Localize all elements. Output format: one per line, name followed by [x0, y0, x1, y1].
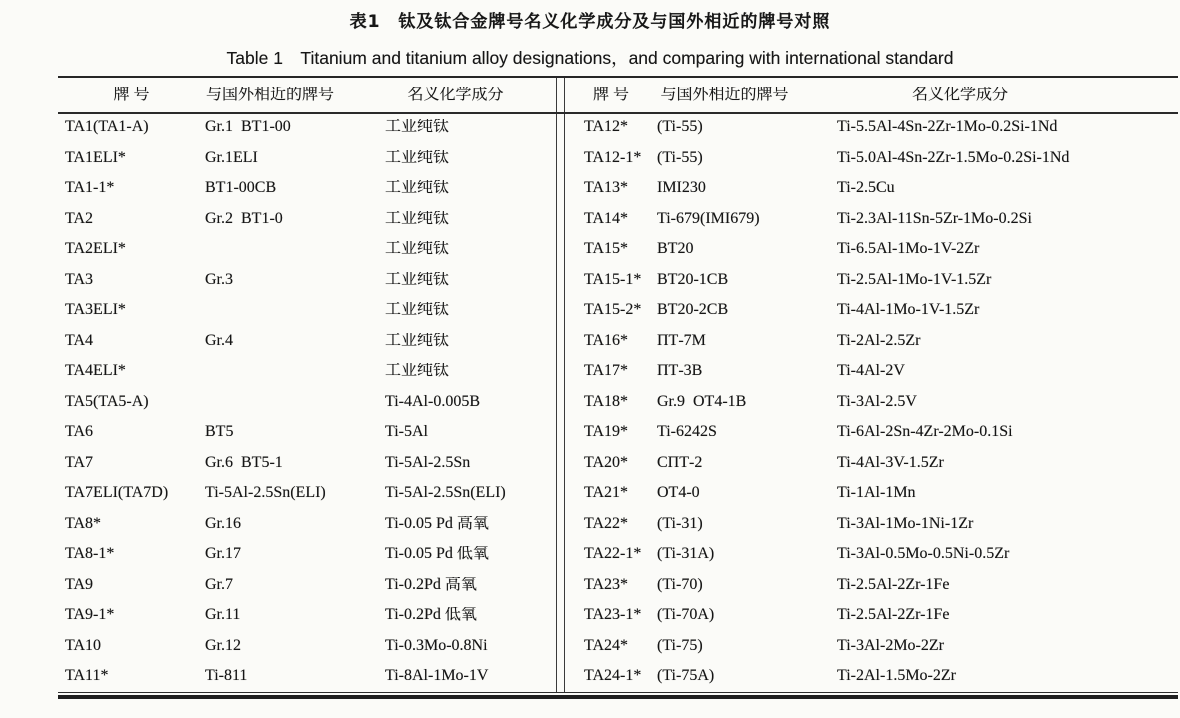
cell-composition: Ti-2.5Al-1Mo-1V-1.5Zr: [837, 271, 992, 288]
alloy-designation-table: [58, 76, 1178, 699]
cell-foreign-designation: BT20-2CB: [657, 302, 729, 319]
cell-composition: Ti-2Al-1.5Mo-2Zr: [837, 668, 956, 685]
cell-composition: Ti-2.3Al-11Sn-5Zr-1Mo-0.2Si: [837, 210, 1032, 227]
table-row: [565, 295, 1178, 326]
table-row: [565, 570, 1178, 601]
table-row: [58, 600, 556, 631]
table-row: [565, 631, 1178, 662]
cell-designation: TA7: [65, 454, 94, 471]
cell-composition: 工业纯钛: [385, 363, 450, 380]
cell-composition: Ti-2.5Al-2Zr-1Fe: [837, 576, 950, 593]
cell-foreign-designation: (Ti-55): [657, 119, 703, 136]
cell-designation: TA18*: [584, 393, 629, 410]
table-row: [58, 417, 556, 448]
cell-designation: TA19*: [584, 424, 629, 441]
cell-composition: Ti-8Al-1Mo-1V: [385, 668, 489, 685]
cell-composition: 工业纯钛: [385, 149, 450, 166]
table-row: [565, 112, 1178, 143]
cell-foreign-designation: BT20-1CB: [657, 271, 729, 288]
cell-designation: TA2: [65, 210, 94, 227]
cell-composition: Ti-5Al-2.5Sn: [385, 454, 471, 471]
table-row: [58, 387, 556, 418]
column-header-foreign-designation: 与国外相近的牌号: [660, 87, 789, 103]
cell-composition: Ti-0.2Pd 高氧: [385, 576, 477, 593]
cell-designation: TA20*: [584, 454, 629, 471]
cell-designation: TA14*: [584, 210, 629, 227]
cell-composition: Ti-6.5Al-1Mo-1V-2Zr: [837, 241, 980, 258]
cell-composition: Ti-3Al-1Mo-1Ni-1Zr: [837, 515, 974, 532]
cell-foreign-designation: Gr.2 BT1-0: [205, 210, 283, 227]
table-column-divider: [556, 78, 565, 692]
header-rule: [58, 112, 1178, 114]
table-row: [565, 539, 1178, 570]
cell-designation: TA3: [65, 271, 94, 288]
cell-foreign-designation: Ti-5Al-2.5Sn(ELI): [205, 485, 326, 502]
cell-designation: TA22-1*: [584, 546, 642, 563]
cell-composition: Ti-1Al-1Mn: [837, 485, 916, 502]
cell-designation: TA7ELI(TA7D): [65, 485, 169, 502]
table-row: [565, 204, 1178, 235]
table-row: [58, 661, 556, 692]
cell-composition: Ti-4Al-3V-1.5Zr: [837, 454, 944, 471]
cell-composition: Ti-0.05 Pd 低氧: [385, 546, 489, 563]
cell-designation: TA11*: [65, 668, 109, 685]
table-row: [565, 143, 1178, 174]
cell-designation: TA3ELI*: [65, 302, 126, 319]
cell-designation: TA15*: [584, 241, 629, 258]
table-row: [58, 539, 556, 570]
cell-designation: TA23*: [584, 576, 629, 593]
table-title-chinese: 表1 钛及钛合金牌号名义化学成分及与国外相近的牌号对照: [349, 12, 831, 32]
cell-foreign-designation: OT4-0: [657, 485, 700, 502]
cell-composition: Ti-2.5Al-2Zr-1Fe: [837, 607, 950, 624]
cell-foreign-designation: Gr.4: [205, 332, 233, 349]
cell-composition: Ti-0.2Pd 低氧: [385, 607, 477, 624]
table-header-row: [565, 78, 1178, 112]
cell-foreign-designation: Gr.9 OT4-1B: [657, 393, 747, 410]
table-right-rows: [565, 112, 1178, 692]
cell-designation: TA9-1*: [65, 607, 115, 624]
table-title-english: Table 1 Titanium and titanium alloy designations，and comparing with international standard: [226, 48, 954, 68]
cell-foreign-designation: (Ti-75A): [657, 668, 715, 685]
table-body: [58, 76, 1178, 693]
cell-composition: Ti-4Al-2V: [837, 363, 905, 380]
table-row: [58, 570, 556, 601]
cell-designation: TA2ELI*: [65, 241, 126, 258]
table-row: [58, 509, 556, 540]
column-header-composition: 名义化学成分: [911, 87, 1008, 103]
cell-foreign-designation: Gr.16: [205, 515, 241, 532]
cell-composition: Ti-0.3Mo-0.8Ni: [385, 637, 488, 654]
cell-designation: TA15-2*: [584, 302, 642, 319]
cell-designation: TA23-1*: [584, 607, 642, 624]
cell-designation: TA10: [65, 637, 102, 654]
column-header-designation: 牌 号: [113, 87, 150, 103]
cell-designation: TA4: [65, 332, 94, 349]
cell-composition: Ti-5.0Al-4Sn-2Zr-1.5Mo-0.2Si-1Nd: [837, 149, 1070, 166]
cell-composition: 工业纯钛: [385, 332, 450, 349]
cell-foreign-designation: ПТ-7M: [657, 332, 706, 349]
cell-composition: 工业纯钛: [385, 210, 450, 227]
cell-designation: TA16*: [584, 332, 629, 349]
column-header-designation: 牌 号: [592, 87, 629, 103]
table-row: [58, 295, 556, 326]
table-row: [565, 265, 1178, 296]
cell-foreign-designation: Gr.3: [205, 271, 233, 288]
cell-composition: Ti-3Al-2Mo-2Zr: [837, 637, 944, 654]
cell-foreign-designation: (Ti-70): [657, 576, 703, 593]
cell-designation: TA24*: [584, 637, 629, 654]
cell-designation: TA1ELI*: [65, 149, 126, 166]
cell-composition: 工业纯钛: [385, 271, 450, 288]
cell-foreign-designation: IMI230: [657, 180, 706, 197]
cell-composition: 工业纯钛: [385, 241, 450, 258]
cell-foreign-designation: Ti-6242S: [657, 424, 717, 441]
table-row: [565, 173, 1178, 204]
cell-foreign-designation: BT5: [205, 424, 234, 441]
cell-foreign-designation: (Ti-75): [657, 637, 703, 654]
cell-composition: Ti-0.05 Pd 高氧: [385, 515, 489, 532]
cell-foreign-designation: Gr.12: [205, 637, 241, 654]
table-row: [58, 143, 556, 174]
table-row: [58, 631, 556, 662]
cell-designation: TA22*: [584, 515, 629, 532]
cell-foreign-designation: Gr.11: [205, 607, 241, 624]
cell-composition: Ti-3Al-2.5V: [837, 393, 917, 410]
cell-composition: Ti-2.5Cu: [837, 180, 895, 197]
table-bottom-rule: [58, 695, 1178, 699]
column-header-foreign-designation: 与国外相近的牌号: [205, 87, 334, 103]
table-row: [58, 112, 556, 143]
cell-designation: TA9: [65, 576, 94, 593]
table-row: [565, 448, 1178, 479]
cell-designation: TA17*: [584, 363, 629, 380]
cell-designation: TA5(TA5-A): [65, 393, 149, 410]
cell-foreign-designation: Ti-679(IMI679): [657, 210, 760, 227]
table-row: [565, 661, 1178, 692]
table-row: [565, 417, 1178, 448]
cell-designation: TA8-1*: [65, 546, 115, 563]
cell-composition: Ti-2Al-2.5Zr: [837, 332, 921, 349]
cell-composition: 工业纯钛: [385, 302, 450, 319]
cell-designation: TA15-1*: [584, 271, 642, 288]
cell-foreign-designation: Gr.17: [205, 546, 241, 563]
cell-designation: TA12-1*: [584, 149, 642, 166]
column-header-composition: 名义化学成分: [407, 87, 504, 103]
cell-composition: Ti-5Al-2.5Sn(ELI): [385, 485, 506, 502]
table-row: [58, 204, 556, 235]
table-row: [565, 478, 1178, 509]
cell-foreign-designation: Ti-811: [205, 668, 248, 685]
table-row: [58, 448, 556, 479]
table-left-rows: [58, 112, 556, 692]
cell-foreign-designation: BT20: [657, 241, 694, 258]
cell-designation: TA6: [65, 424, 94, 441]
cell-designation: TA13*: [584, 180, 629, 197]
table-row: [565, 356, 1178, 387]
table-header-row: [58, 78, 556, 112]
table-row: [565, 326, 1178, 357]
cell-foreign-designation: (Ti-70A): [657, 607, 715, 624]
cell-composition: Ti-6Al-2Sn-4Zr-2Mo-0.1Si: [837, 424, 1013, 441]
table-row: [565, 509, 1178, 540]
cell-foreign-designation: ПТ-3B: [657, 363, 703, 380]
cell-composition: Ti-3Al-0.5Mo-0.5Ni-0.5Zr: [837, 546, 1010, 563]
cell-foreign-designation: (Ti-31A): [657, 546, 715, 563]
table-row: [58, 265, 556, 296]
cell-designation: TA1(TA1-A): [65, 119, 149, 136]
table-right-panel: [565, 78, 1178, 692]
cell-foreign-designation: Gr.6 BT5-1: [205, 454, 283, 471]
cell-composition: 工业纯钛: [385, 119, 450, 136]
table-row: [58, 326, 556, 357]
table-row: [58, 234, 556, 265]
cell-composition: Ti-5Al: [385, 424, 428, 441]
cell-foreign-designation: Gr.7: [205, 576, 233, 593]
cell-composition: Ti-4Al-1Mo-1V-1.5Zr: [837, 302, 980, 319]
table-row: [58, 173, 556, 204]
table-row: [565, 387, 1178, 418]
cell-foreign-designation: (Ti-55): [657, 149, 703, 166]
cell-foreign-designation: BT1-00CB: [205, 180, 277, 197]
cell-designation: TA4ELI*: [65, 363, 126, 380]
cell-foreign-designation: Gr.1ELI: [205, 149, 258, 166]
cell-designation: TA1-1*: [65, 180, 115, 197]
cell-designation: TA12*: [584, 119, 629, 136]
cell-foreign-designation: СПТ-2: [657, 454, 703, 471]
table-row: [565, 234, 1178, 265]
cell-foreign-designation: (Ti-31): [657, 515, 703, 532]
cell-designation: TA21*: [584, 485, 629, 502]
table-row: [58, 478, 556, 509]
cell-composition: 工业纯钛: [385, 180, 450, 197]
cell-foreign-designation: Gr.1 BT1-00: [205, 119, 291, 136]
table-row: [58, 356, 556, 387]
cell-composition: Ti-5.5Al-4Sn-2Zr-1Mo-0.2Si-1Nd: [837, 119, 1058, 136]
table-row: [565, 600, 1178, 631]
cell-composition: Ti-4Al-0.005B: [385, 393, 480, 410]
table-left-panel: [58, 78, 556, 692]
cell-designation: TA8*: [65, 515, 102, 532]
cell-designation: TA24-1*: [584, 668, 642, 685]
